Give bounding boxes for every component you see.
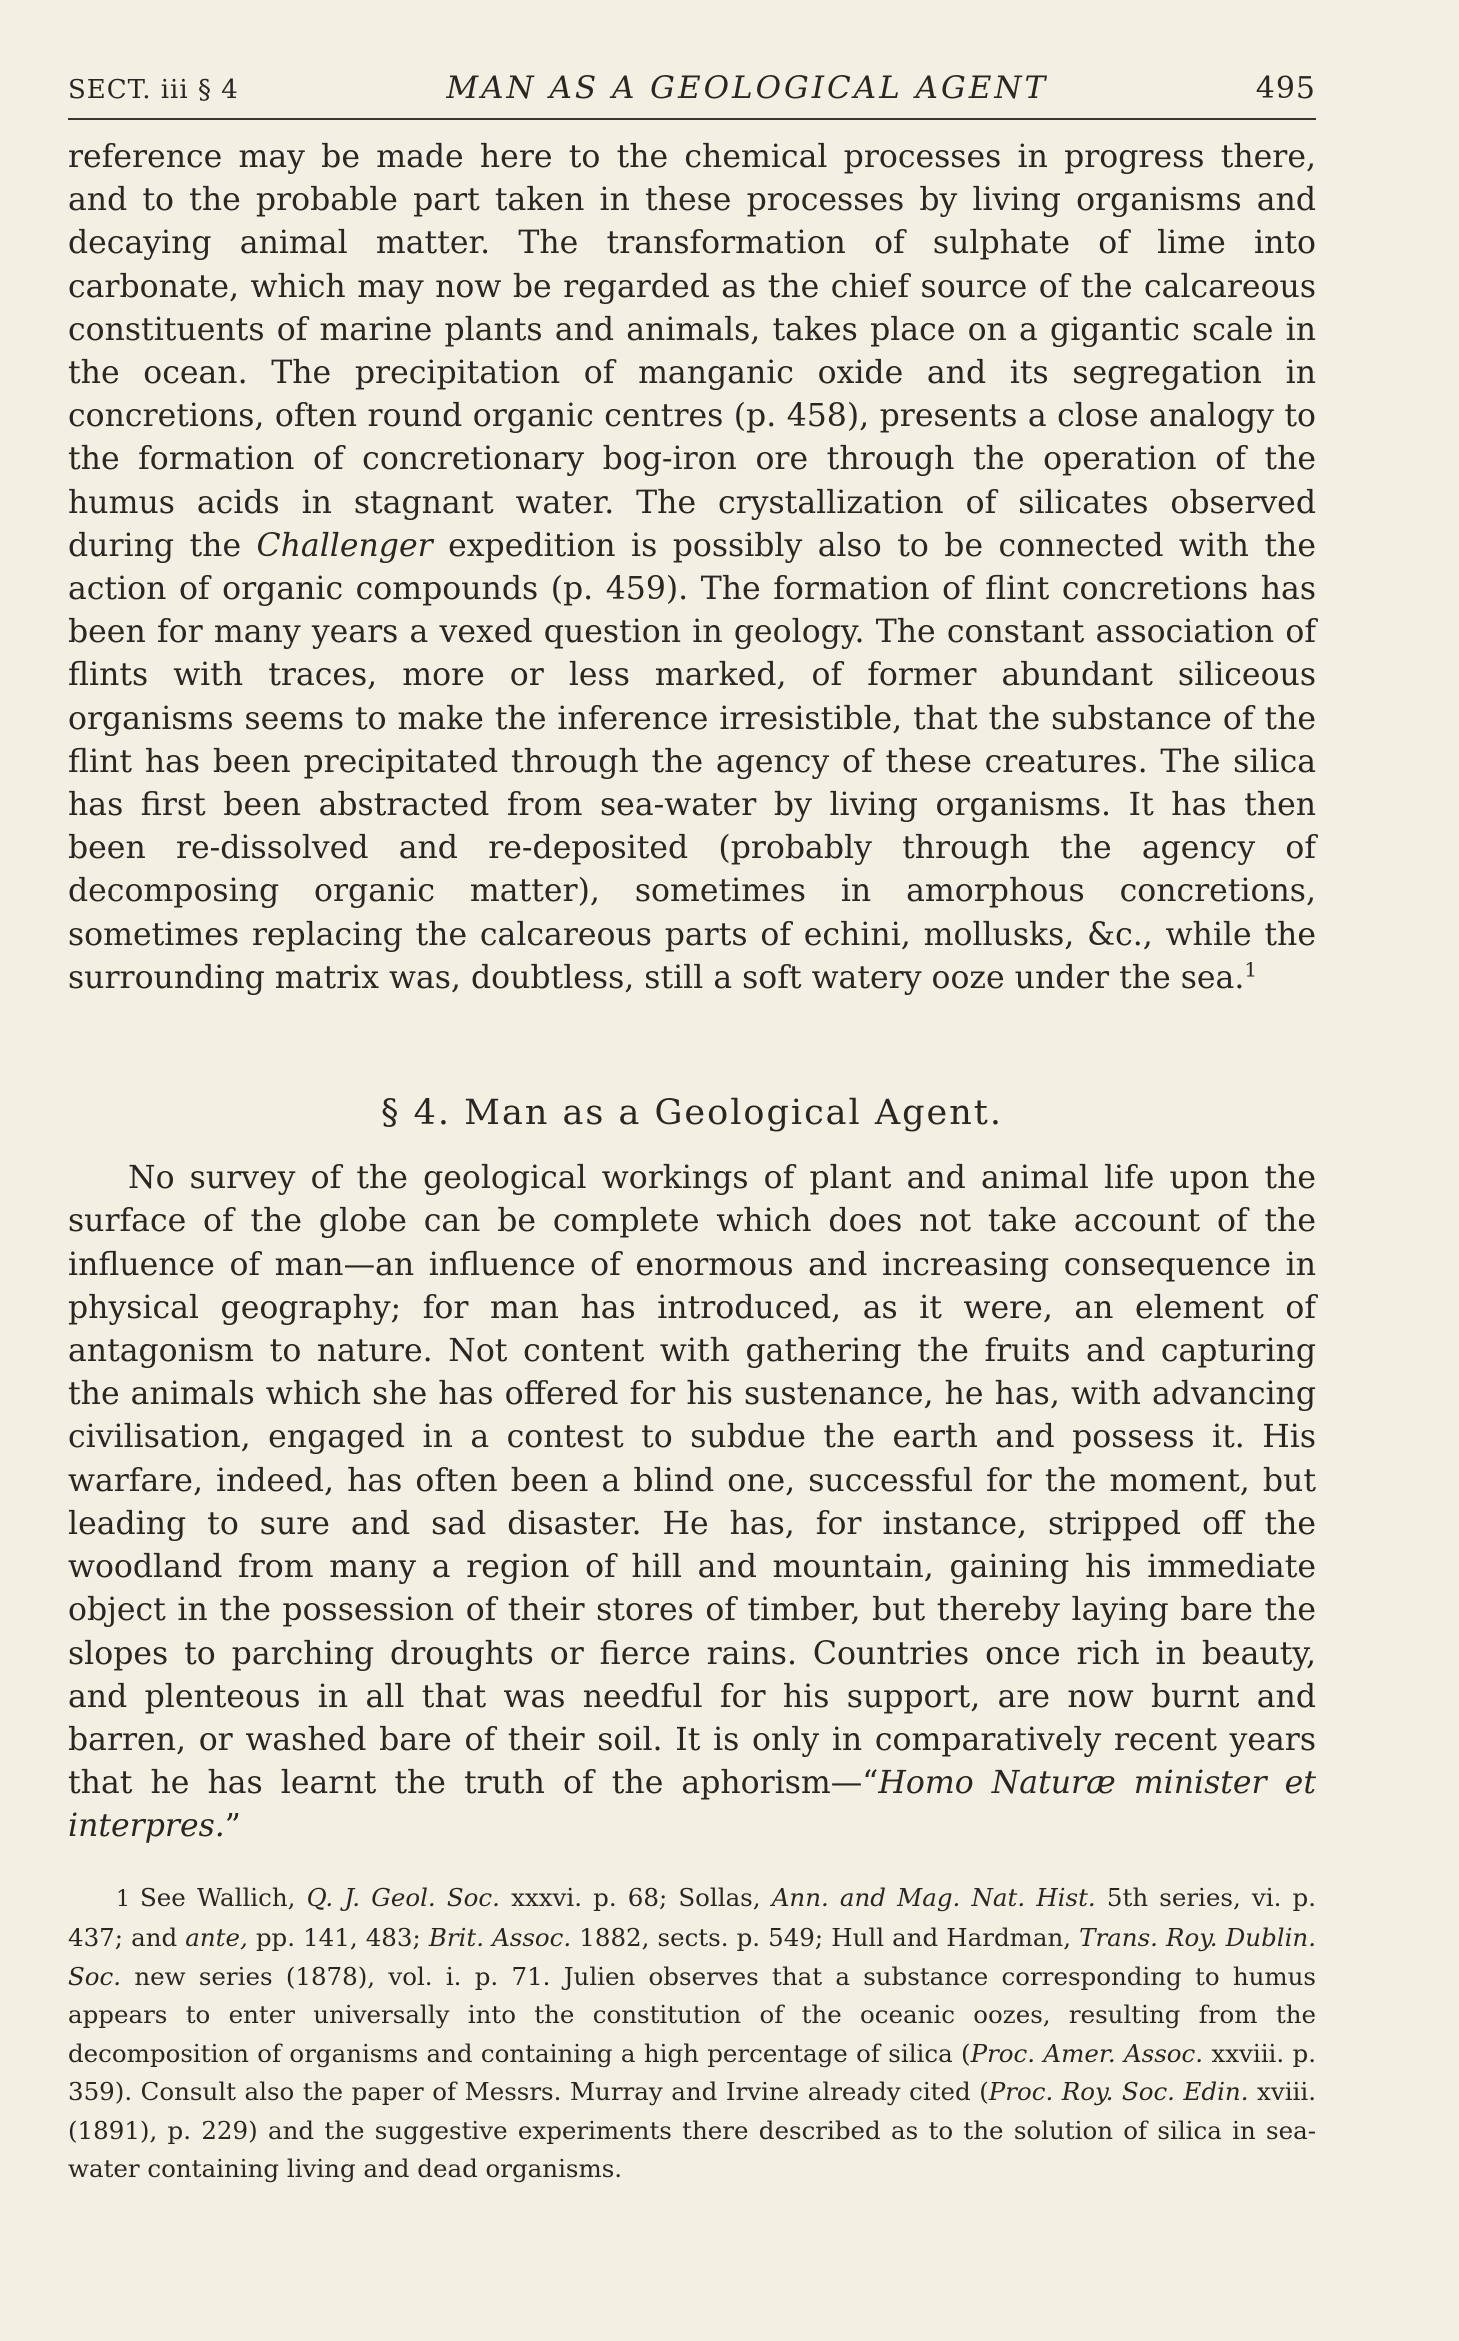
section-heading: § 4. Man as a Geological Agent. bbox=[381, 1093, 1003, 1134]
paragraph-text: expedition is possibly also to be connected with the action of organic compounds (p. 459). The formation of flint concretions has been for many years a vexed question in geology. The constant association of flints with traces, more or less marked, of former abundant siliceous organisms seems to make the inference irresistible, that the substance of the flint has been precipitated through the agency of these creatures. The silica has first been abstracted from sea-water by living organisms. It has then been re-dissolved and re-deposited (probably through the agency of decomposing organic matter), sometimes in amorphous concretions, sometimes replacing the calcareous parts of echini, mollusks, &c., while the surrounding matrix was, doubtless, still a soft watery ooze under the sea. bbox=[68, 527, 1316, 996]
paragraph-text: reference may be made here to the chemical processes in progress there, and to the probable part taken in these processes by living organisms and decaying animal matter. The transformation of sulphate of lime into carbonate, which may now be regarded as the chief source of the calcareous constituents of marine plants and animals, takes place on a gigantic scale in the ocean. The precipitation of manganic oxide and its segregation in concretions, often round organic centres (p. 458), presents a close analogy to the formation of concretionary bog-iron ore through the operation of the humus acids in stagnant water. The crystallization of silicates observed during the bbox=[68, 139, 1316, 564]
page-number: 495 bbox=[1255, 71, 1316, 106]
main-text bbox=[68, 136, 1316, 1849]
footnote-text: 5th series, vi. p. 437; and bbox=[68, 1882, 1317, 1953]
footnote-mark: 1 bbox=[116, 1886, 130, 1912]
closing-quote: ” bbox=[224, 1808, 241, 1845]
paragraph-chemical-processes bbox=[68, 136, 1316, 1000]
citation-title: Proc. Amer. Assoc. bbox=[970, 2038, 1204, 2068]
citation-title: Proc. Roy. Soc. Edin. bbox=[988, 2077, 1249, 2107]
latin-quote: Homo Naturæ minister et interpres. bbox=[68, 1765, 1316, 1845]
citation-title: Q. J. Geol. Soc. bbox=[306, 1882, 500, 1912]
paragraph-text: No survey of the geological workings of plant and animal life upon the surface of the globe can be complete which does not take account of the influence of man—an influence of enormous and increasing consequence in physical geography; for man has introduced, as it were, an element of antagonism to nature. Not content with gathering the fruits and capturing the animals which she has offered for his sustenance, he has, with advancing civilisation, engaged in a contest to subdue the earth and possess it. His warfare, indeed, has often been a blind one, successful for the moment, but leading to sure and sad disaster. He has, for instance, stripped off the woodland from many a region of hill and mountain, gaining his immediate object in the possession of their stores of timber, but thereby laying bare the slopes to parching droughts or fierce rains. Countries once rich in beauty, and plenteous in all that was needful for his support, are now burnt and barren, or washed bare of their soil. It is only in comparatively recent years that he has learnt the truth of the aphorism—“ bbox=[68, 1160, 1316, 1802]
footnote-1 bbox=[68, 1879, 1316, 2189]
running-title: MAN AS A GEOLOGICAL AGENT bbox=[446, 70, 1049, 106]
citation-title: ante, bbox=[185, 1923, 248, 1953]
footnotes bbox=[68, 1879, 1316, 2189]
citation-title: Trans. Roy. Dublin. Soc. bbox=[68, 1923, 1316, 1991]
footnote-text: xviii. (1891), p. 229) and the suggestive experiments there described as to the solution of silica in sea-water containing living and dead organisms. bbox=[68, 2077, 1317, 2184]
footnote-text: xxxvi. p. 68; Sollas, bbox=[499, 1882, 772, 1912]
citation-title: Brit. Assoc. bbox=[428, 1923, 572, 1953]
footnote-text: See Wallich, bbox=[140, 1882, 307, 1912]
footnote-text: new series (1878), vol. i. p. 71. Julien observes that a substance corresponding to humus appears to enter universally into the constitution of the oceanic oozes, resulting from the decomposition of organisms and containing a high percentage of silica ( bbox=[68, 1961, 1316, 2068]
ship-name: Challenger bbox=[256, 527, 433, 564]
book-page bbox=[68, 70, 1316, 2189]
footnote-text: pp. 141, 483; bbox=[247, 1923, 429, 1953]
section-label: SECT. iii § 4 bbox=[68, 75, 239, 105]
footnote-text: 1882, sects. p. 549; Hull and Hardman, bbox=[571, 1923, 1080, 1953]
running-header bbox=[68, 70, 1316, 120]
footnote-reference: 1 bbox=[1244, 957, 1258, 982]
footnote-text: xxviii. p. 359). Consult also the paper of Messrs. Murray and Irvine already cited ( bbox=[68, 2038, 1316, 2107]
paragraph-man-agent bbox=[68, 1157, 1316, 1848]
citation-title: Ann. and Mag. Nat. Hist. bbox=[771, 1882, 1096, 1912]
